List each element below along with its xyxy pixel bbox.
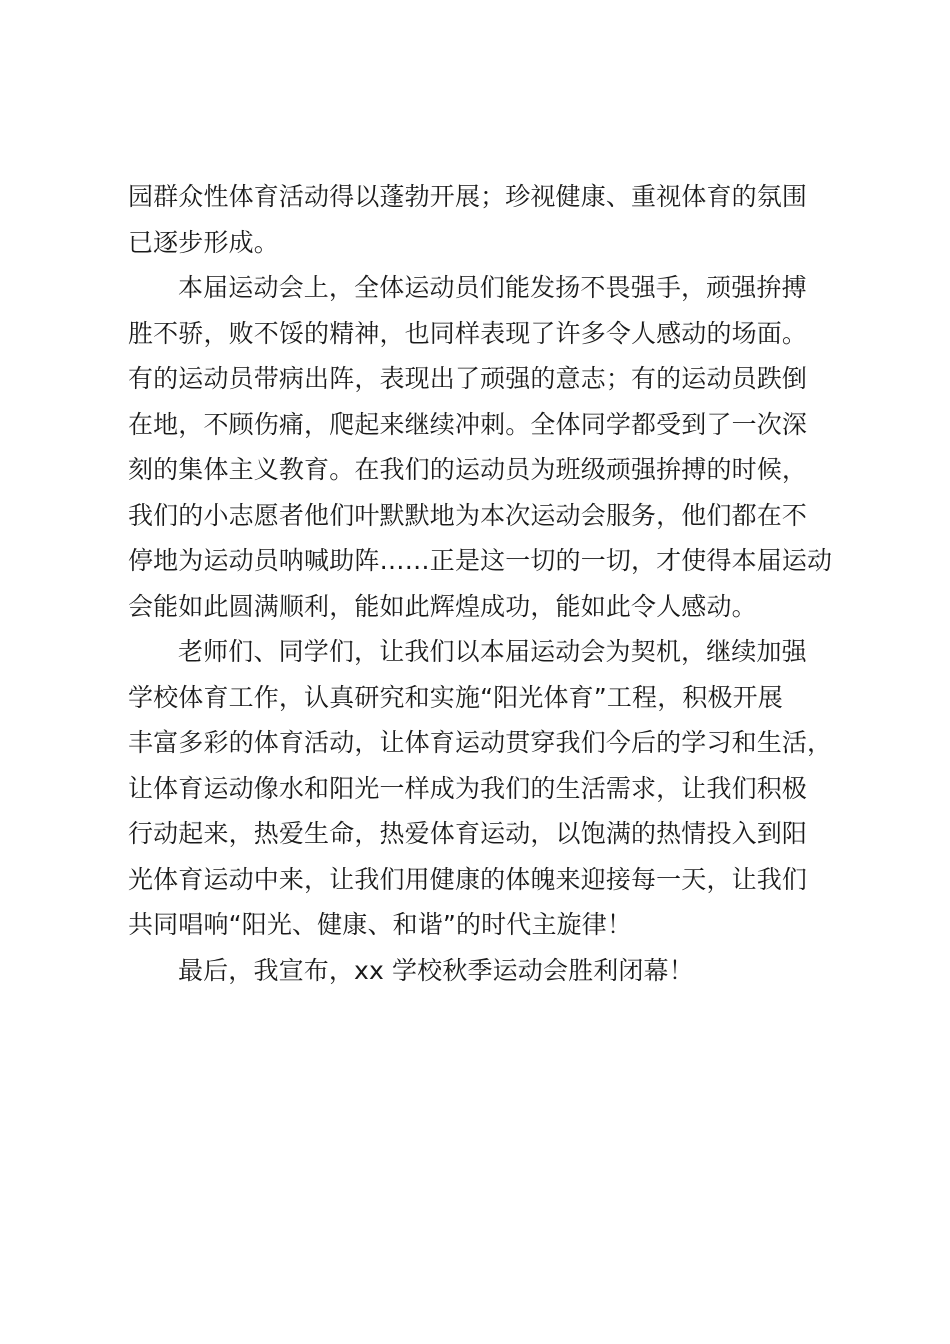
text-line: 共同唱响“阳光、健康、和谐”的时代主旋律！ [128, 910, 633, 939]
text-line: 光体育运动中来，让我们用健康的体魄来迎接每一天，让我们 [128, 864, 808, 894]
text-line: 会能如此圆满顺利，能如此辉煌成功，能如此令人感动。 [128, 591, 757, 621]
text-line: 有的运动员带病出阵，表现出了顽强的意志；有的运动员跌倒 [128, 364, 808, 393]
document-body [128, 174, 838, 993]
text-line: 已逐步形成。 [128, 227, 279, 257]
text-line: 刻的集体主义教育。在我们的运动员为班级顽强拚搏的时候， [128, 455, 808, 484]
text-line: 学校体育工作，认真研究和实施“阳光体育”工程，积极开展 [128, 682, 783, 712]
text-line: 园群众性体育活动得以蓬勃开展；珍视健康、重视体育的氛围 [128, 182, 808, 211]
paragraph-start-line: 本届运动会上，全体运动员们能发扬不畏强手，顽强拚搏 [178, 273, 807, 302]
text-line: 丰富多彩的体育活动，让体育运动贯穿我们今后的学习和生活， [128, 728, 833, 757]
paragraph-start-line: 老师们、同学们，让我们以本届运动会为契机，继续加强 [178, 637, 807, 666]
text-line: 在地，不顾伤痛，爬起来继续冲刺。全体同学都受到了一次深 [128, 409, 808, 439]
text-line: 我们的小志愿者他们叶默默地为本次运动会服务，他们都在不 [128, 500, 808, 530]
text-line: 行动起来，热爱生命，热爱体育运动，以饱满的热情投入到阳 [128, 819, 808, 848]
text-line: 胜不骄，败不馁的精神，也同样表现了许多令人感动的场面。 [128, 318, 808, 348]
paragraph-start-line: 最后，我宣布，xx 学校秋季运动会胜利闭幕！ [178, 955, 694, 985]
text-line: 停地为运动员呐喊助阵……正是这一切的一切，才使得本届运动 [128, 546, 833, 575]
text-line: 让体育运动像水和阳光一样成为我们的生活需求，让我们积极 [128, 773, 808, 803]
